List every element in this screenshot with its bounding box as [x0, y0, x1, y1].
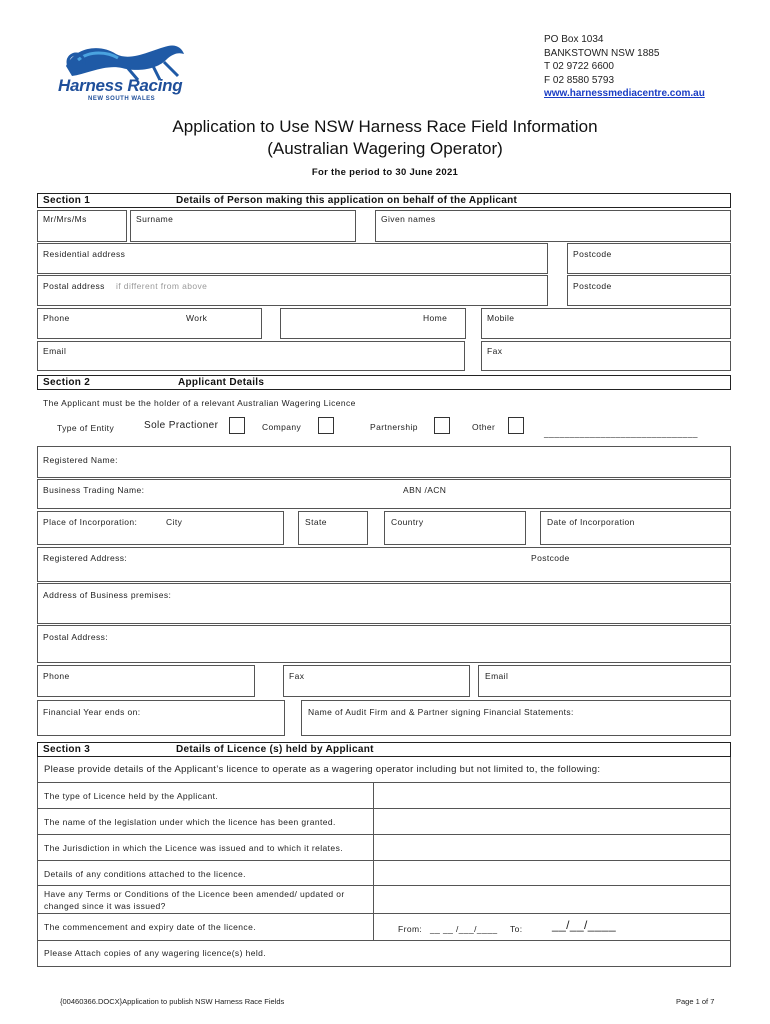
place-inc-label: Place of Incorporation:: [43, 517, 138, 527]
business-address-label: Address of Business premises:: [43, 590, 172, 600]
from-date-input[interactable]: __ __ /___/____: [430, 924, 498, 934]
registered-postcode-label: Postcode: [531, 553, 570, 563]
postal-postcode-field[interactable]: [567, 275, 731, 306]
other-entity-line[interactable]: ______________________________: [544, 428, 698, 438]
table-row-label-cell: [38, 835, 374, 860]
applicant-fax-field[interactable]: [283, 665, 470, 697]
postcode-label: Postcode: [573, 281, 612, 291]
abn-label: ABN /ACN: [403, 485, 447, 495]
contact-address: [544, 33, 705, 101]
table-row: [37, 941, 731, 967]
postal-address-label-2: Postal Address:: [43, 632, 109, 642]
date-of-incorporation-field[interactable]: [540, 511, 731, 545]
phone-label: Phone: [43, 313, 70, 323]
section-1-title: Details of Person making this application on behalf of the Applicant: [176, 195, 518, 206]
home-label: Home: [423, 313, 448, 323]
jurisdiction-label: The Jurisdiction in which the Licence was issued and to which it relates.: [44, 843, 343, 853]
phone-work-field[interactable]: [37, 308, 262, 339]
residential-postcode-field[interactable]: [567, 243, 731, 274]
country-label: Country: [391, 517, 424, 527]
state-label: State: [305, 517, 327, 527]
section-1-header: [37, 193, 731, 208]
section-2-header: [37, 375, 731, 390]
given-names-field[interactable]: [375, 210, 731, 242]
applicant-fax-label: Fax: [289, 671, 305, 681]
postal-address-field-2[interactable]: [37, 625, 731, 663]
conditions-input[interactable]: [375, 861, 730, 885]
title-field-label: Mr/Mrs/Ms: [43, 214, 87, 224]
section-2-label: Section 2: [43, 377, 91, 388]
from-label: From:: [398, 924, 423, 934]
entity-type-label: Type of Entity: [57, 423, 115, 433]
applicant-phone-field[interactable]: [37, 665, 255, 697]
phone-home-field[interactable]: [280, 308, 466, 339]
business-premises-address-field[interactable]: [37, 583, 731, 624]
address-line: PO Box 1034: [544, 34, 604, 45]
registered-name-field[interactable]: [37, 446, 731, 478]
fax-label: Fax: [487, 346, 503, 356]
applicant-email-label: Email: [485, 671, 509, 681]
section-2-title: Applicant Details: [178, 377, 265, 388]
table-row-label-cell: [38, 783, 374, 808]
city-label: City: [166, 517, 183, 527]
licence-type-input[interactable]: [375, 783, 730, 808]
title-field[interactable]: [37, 210, 127, 242]
email-label: Email: [43, 346, 67, 356]
residential-address-label: Residential address: [43, 249, 126, 259]
title-line-2: (Australian Wagering Operator): [267, 139, 503, 158]
mobile-label: Mobile: [487, 313, 515, 323]
table-row-label-cell: [38, 886, 374, 913]
commencement-label: The commencement and expiry date of the licence.: [44, 922, 256, 932]
partnership-checkbox[interactable]: [434, 417, 450, 434]
residential-address-field[interactable]: [37, 243, 548, 274]
entity-partnership-label: Partnership: [370, 422, 418, 432]
country-field[interactable]: [384, 511, 526, 545]
licence-intro-text: Please provide details of the Applicant’s licence to operate as a wagering operator including but not limited to, the following:: [44, 764, 601, 775]
business-trading-name-field[interactable]: [37, 479, 731, 509]
to-label: To:: [510, 924, 523, 934]
table-row: [37, 886, 731, 914]
table-row: [37, 809, 731, 835]
jurisdiction-input[interactable]: [375, 835, 730, 860]
legislation-label: The name of the legislation under which the licence has been granted.: [44, 817, 336, 827]
licence-intro-row: [37, 757, 731, 783]
sole-practioner-checkbox[interactable]: [229, 417, 245, 434]
registered-address-field[interactable]: [37, 547, 731, 582]
postal-address-label: Postal address: [43, 281, 105, 291]
page-title: [0, 116, 770, 160]
to-date-input[interactable]: __/__/____: [552, 918, 617, 932]
section-3-title: Details of Licence (s) held by Applicant: [176, 744, 374, 755]
surname-field[interactable]: [130, 210, 356, 242]
table-row: [37, 783, 731, 809]
trading-name-label: Business Trading Name:: [43, 485, 145, 495]
address-line: F 02 8580 5793: [544, 74, 615, 86]
financial-year-label: Financial Year ends on:: [43, 707, 141, 717]
mobile-field[interactable]: [481, 308, 731, 339]
section-1-label: Section 1: [43, 195, 91, 206]
amendments-label: Have any Terms or Conditions of the Licence been amended/ updated or changed since it was issued?: [44, 889, 345, 911]
section-3-header: [37, 742, 731, 757]
financial-year-field[interactable]: [37, 700, 285, 736]
entity-sole-label: Sole Practioner: [144, 420, 219, 431]
table-row-label-cell: [38, 809, 374, 834]
email-field[interactable]: [37, 341, 465, 371]
postal-address-hint: if different from above: [116, 281, 208, 291]
address-line: BANKSTOWN NSW 1885: [544, 47, 660, 59]
place-of-incorporation-city-field[interactable]: [37, 511, 284, 545]
fax-field[interactable]: [481, 341, 731, 371]
date-inc-label: Date of Incorporation: [547, 517, 635, 527]
entity-other-label: Other: [472, 422, 496, 432]
table-row: [37, 861, 731, 886]
other-checkbox[interactable]: [508, 417, 524, 434]
postal-address-field[interactable]: [37, 275, 548, 306]
applicant-email-field[interactable]: [478, 665, 731, 697]
table-row-label-cell: [38, 914, 374, 940]
website-link[interactable]: www.harnessmediacentre.com.au: [544, 88, 705, 99]
audit-firm-field[interactable]: [301, 700, 731, 736]
registered-name-label: Registered Name:: [43, 455, 118, 465]
amendments-input[interactable]: [375, 886, 730, 913]
period-text: For the period to 30 June 2021: [311, 167, 459, 178]
entity-company-label: Company: [262, 422, 302, 432]
table-row-label-cell: [38, 861, 374, 885]
applicant-phone-label: Phone: [43, 671, 70, 681]
logo-subtext: NEW SOUTH WALES: [88, 96, 156, 102]
work-label: Work: [186, 313, 208, 323]
postcode-label: Postcode: [573, 249, 612, 259]
section-3-label: Section 3: [43, 744, 91, 755]
footer-page-number: Page 1 of 7: [676, 997, 715, 1006]
address-line: T 02 9722 6600: [544, 61, 614, 72]
conditions-label: Details of any conditions attached to the licence.: [44, 869, 246, 879]
given-names-label: Given names: [381, 214, 436, 224]
footer-doc-ref: {00460366.DOCX}Application to publish NSW Harness Race Fields: [60, 997, 285, 1006]
licence-type-label: The type of Licence held by the Applicant.: [44, 791, 219, 801]
logo-text: Harness Racing: [58, 76, 183, 95]
company-checkbox[interactable]: [318, 417, 334, 434]
legislation-input[interactable]: [375, 809, 730, 834]
audit-firm-label: Name of Audit Firm and & Partner signing Financial Statements:: [308, 707, 574, 717]
attach-licence-text: Please Attach copies of any wagering licence(s) held.: [44, 948, 267, 958]
licence-note: The Applicant must be the holder of a relevant Australian Wagering Licence: [43, 398, 356, 408]
surname-label: Surname: [136, 214, 174, 224]
title-line-1: Application to Use NSW Harness Race Field Information: [172, 117, 598, 136]
table-row: [37, 835, 731, 861]
table-row: [37, 914, 731, 941]
state-field[interactable]: [298, 511, 368, 545]
logo: [56, 36, 196, 108]
registered-address-label: Registered Address:: [43, 553, 128, 563]
